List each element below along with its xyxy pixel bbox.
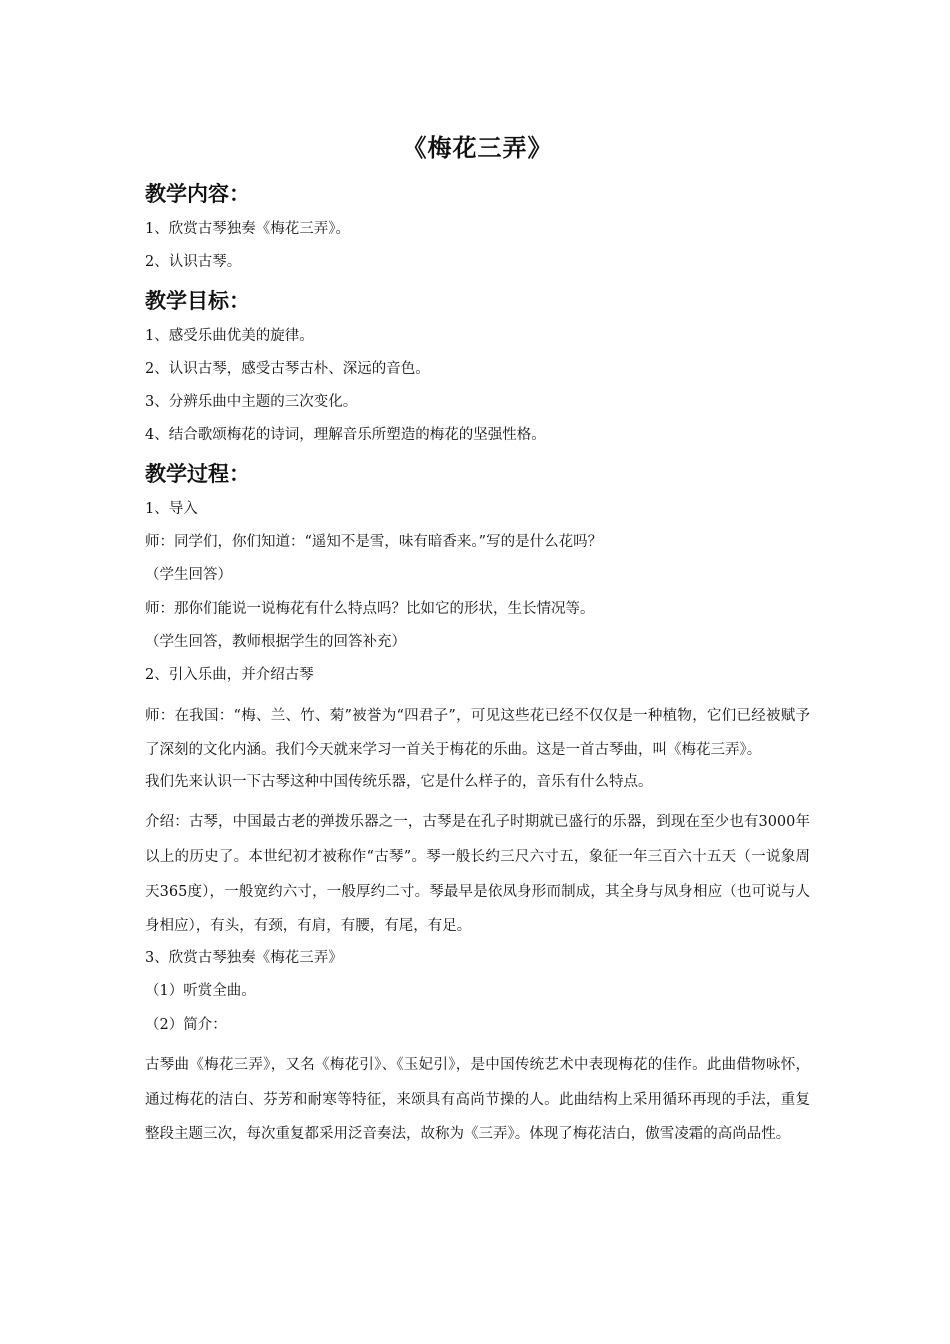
content-item: 2、认识古琴。 [145, 254, 242, 271]
process-line: 2、引入乐曲，并介绍古琴 [145, 667, 314, 684]
guqin-paragraph: 介绍：古琴，中国最古老的弹拨乐器之一，古琴是在孔子时期就已盛行的乐器，到现在至少也有3000年以上的历史了。本世纪初才被称作“古琴”。琴一般长约三尺六寸五，象征一年三百六十五天（一说象周天365度），一般宽约六寸，一般厚约二寸。琴最早是依凤身形而制成，其全身与凤身相应（也可说与人身相应），有头，有颈，有肩，有腰，有尾，有足。 [145, 814, 810, 935]
section-heading-goals: 教学目标： [145, 288, 250, 313]
document-body [145, 128, 810, 1152]
section-heading-process: 教学过程： [145, 461, 250, 486]
goal-item: 3、分辨乐曲中主题的三次变化。 [145, 394, 358, 411]
goal-item: 2、认识古琴，感受古琴古朴、深远的音色。 [145, 360, 430, 377]
section-heading-content: 教学内容： [145, 182, 250, 206]
process-line: （学生回答，教师根据学生的回答补充） [145, 633, 406, 650]
process-line: 师：同学们，你们知道：“遥知不是雪，味有暗香来。”写的是什么花吗？ [145, 534, 603, 551]
document-title: 《梅花三弄》 [402, 134, 553, 162]
process-line: （学生回答） [145, 567, 232, 584]
process-line: （2）简介： [145, 1016, 227, 1033]
goal-item: 1、感受乐曲优美的旋律。 [145, 327, 314, 344]
process-line: 3、欣赏古琴独奏《梅花三弄》 [145, 950, 343, 967]
intro-paragraph: 师：在我国：“梅、兰、竹、菊”被誉为“四君子”，可见这些花已经不仅仅是一种植物，它们已经被赋予了深刻的文化内涵。我们今天就来学习一首关于梅花的乐曲。这是一首古琴曲，叫《梅花三弄》。 [145, 707, 810, 759]
summary-paragraph: 古琴曲《梅花三弄》，又名《梅花引》、《玉妃引》，是中国传统艺术中表现梅花的佳作。此曲借物咏怀，通过梅花的洁白、芬芳和耐寒等特征，来颂具有高尚节操的人。此曲结构上采用循环再现的手法，重复整段主题三次，每次重复都采用泛音奏法，故称为《三弄》。体现了梅花洁白，傲雪凌霜的高尚品性。 [145, 1056, 810, 1143]
content-item: 1、欣赏古琴独奏《梅花三弄》。 [145, 221, 350, 237]
goal-item: 4、结合歌颂梅花的诗词，理解音乐所塑造的梅花的坚强性格。 [145, 427, 546, 444]
process-line: 1、导入 [145, 500, 198, 517]
process-line: （1）听赏全曲。 [145, 983, 256, 1000]
process-line: 我们先来认识一下古琴这种中国传统乐器，它是什么样子的，音乐有什么特点。 [145, 773, 653, 790]
process-line: 师：那你们能说一说梅花有什么特点吗？比如它的形状，生长情况等。 [145, 600, 595, 617]
